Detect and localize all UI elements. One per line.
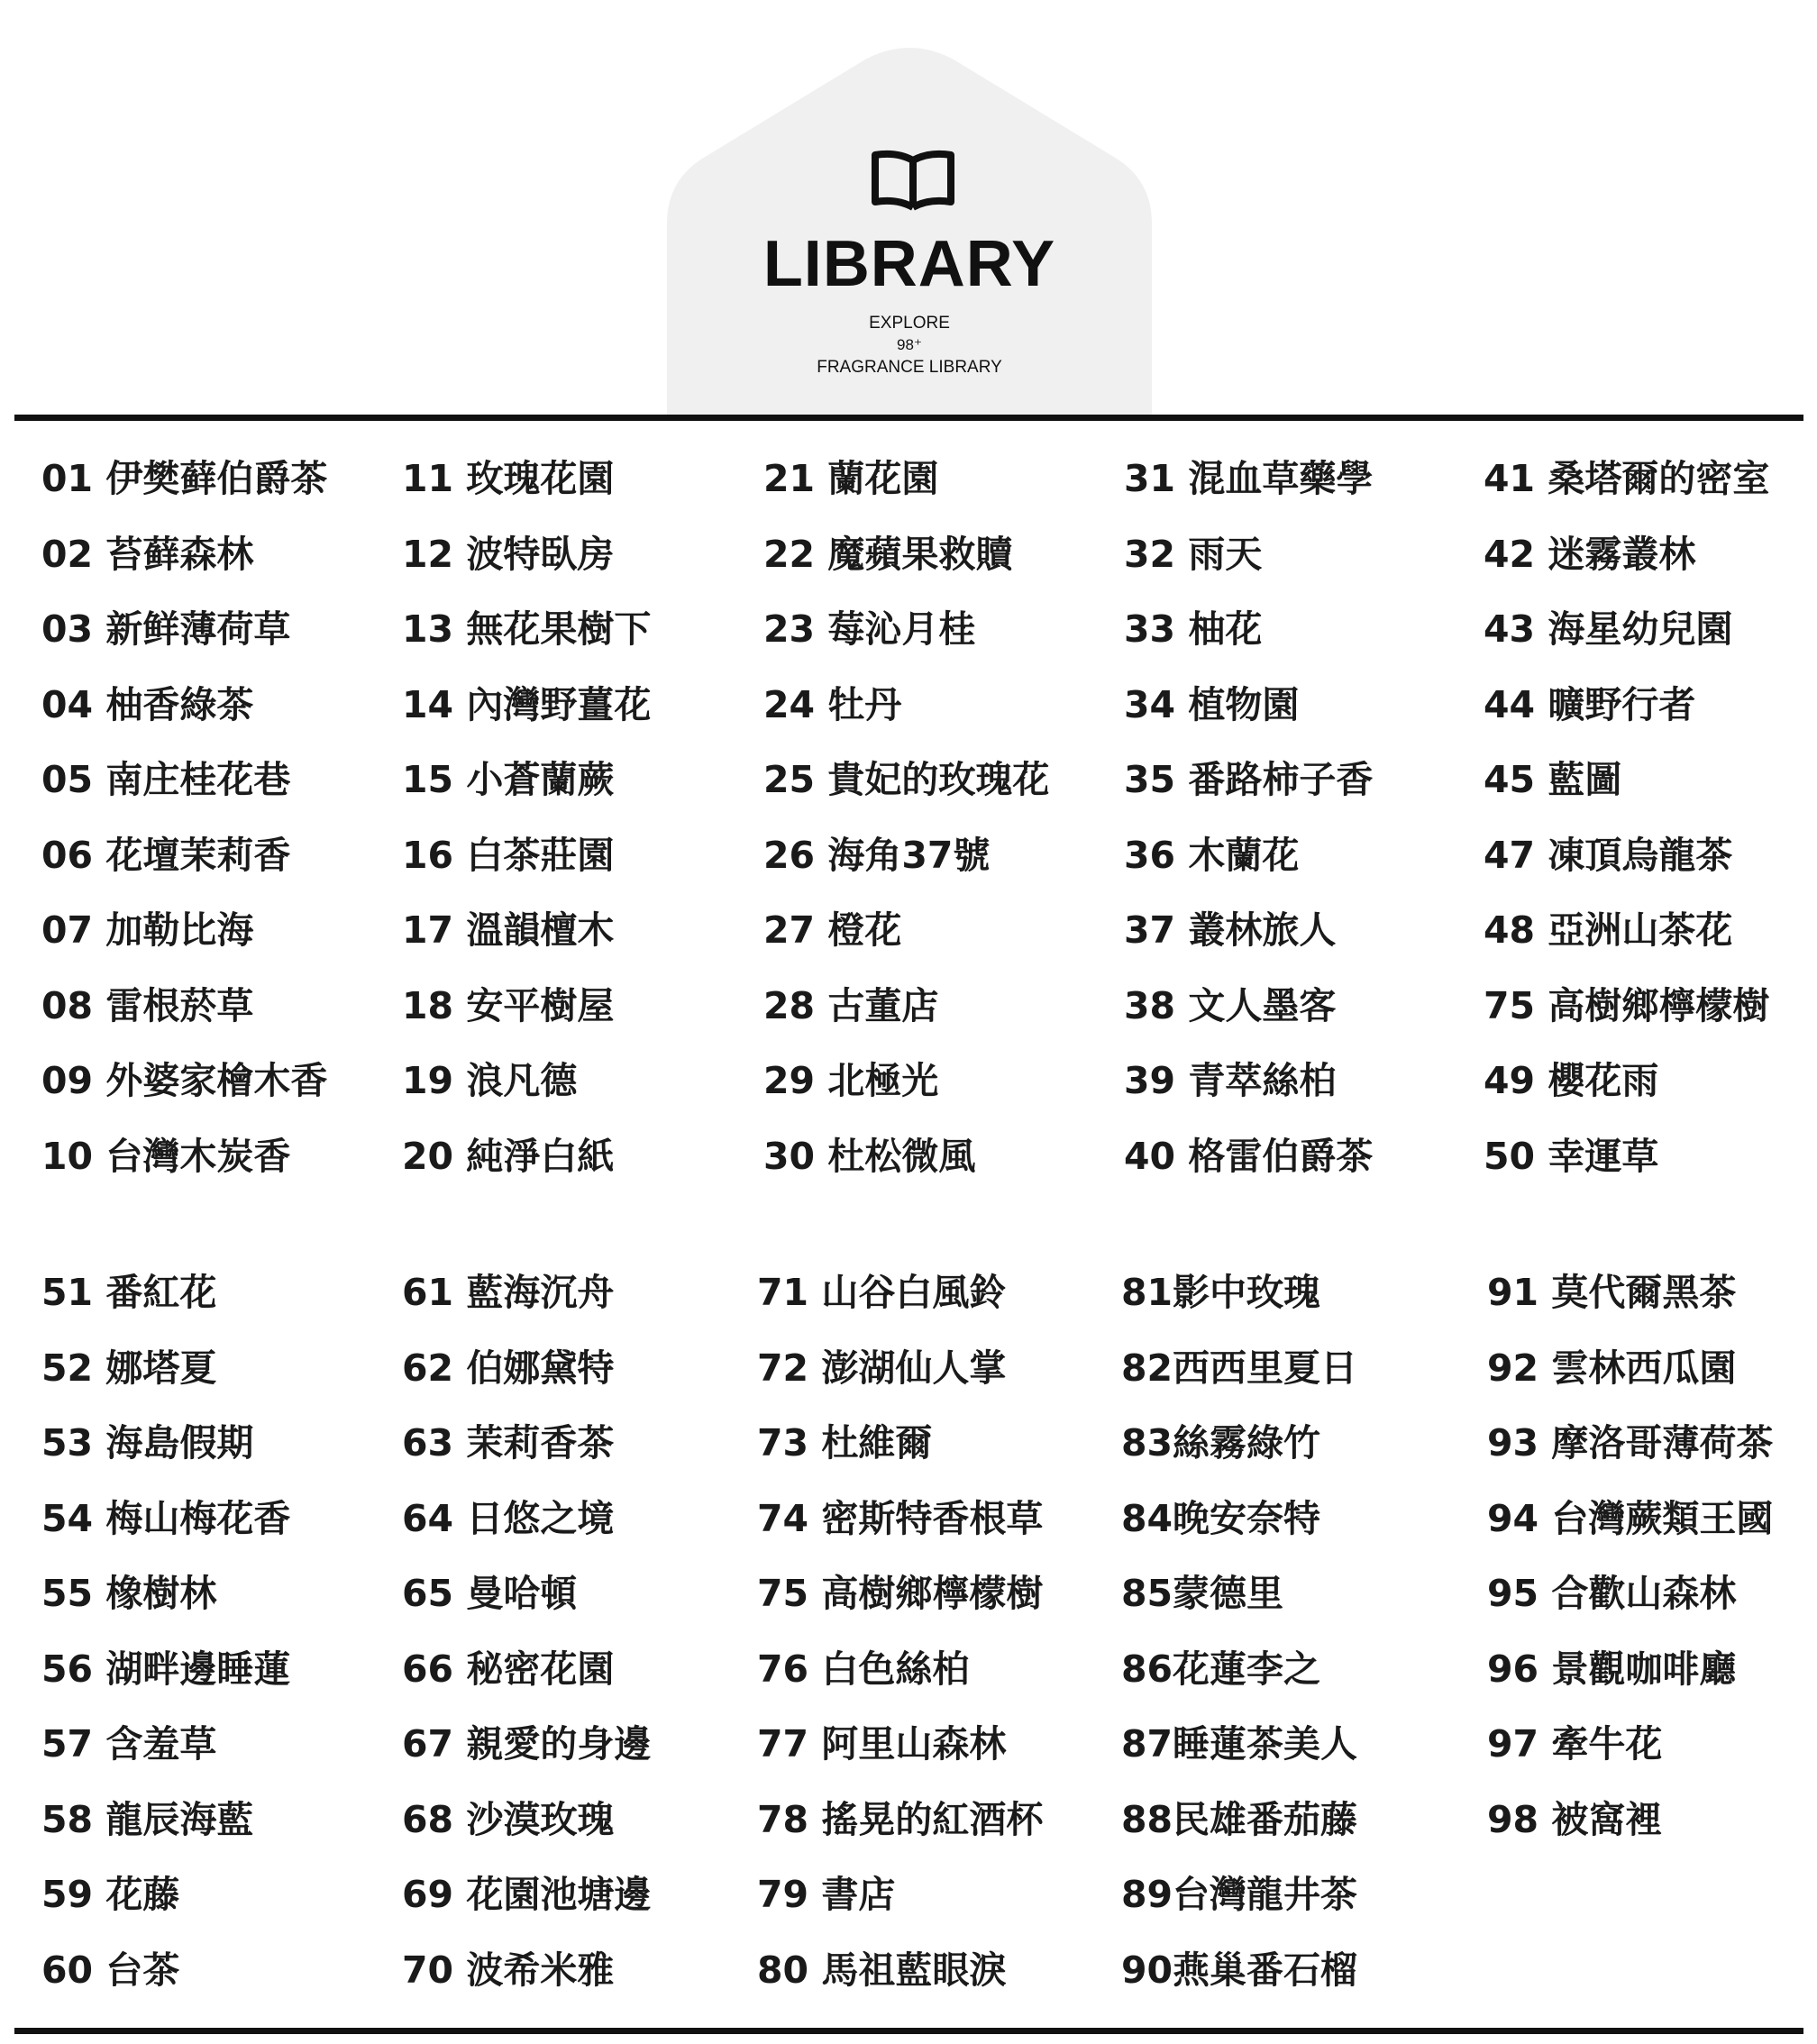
- fragrance-item: 98 被窩裡: [1487, 1797, 1663, 1841]
- fragrance-item: 95 合歡山森林: [1487, 1572, 1737, 1615]
- fragrance-item: 40 格雷伯爵茶: [1124, 1134, 1374, 1178]
- fragrance-item: 85蒙德里: [1121, 1572, 1284, 1615]
- fragrance-item: 49 櫻花雨: [1484, 1059, 1659, 1102]
- fragrance-item: 56 湖畔邊睡蓮: [41, 1647, 291, 1691]
- fragrance-column: [1484, 442, 1769, 1194]
- fragrance-item: 20 純淨白紙: [402, 1134, 615, 1178]
- top-divider: [14, 415, 1803, 421]
- fragrance-item: 89台灣龍井茶: [1121, 1873, 1358, 1916]
- fragrance-item: 76 白色絲柏: [757, 1647, 970, 1691]
- fragrance-item: 22 魔蘋果救贖: [763, 532, 1013, 576]
- fragrance-column: [1487, 1255, 1773, 1857]
- fragrance-item: 03 新鲜薄荷草: [41, 607, 291, 651]
- fragrance-item: 32 雨天: [1124, 532, 1263, 576]
- fragrance-item: 05 南庄桂花巷: [41, 758, 291, 801]
- fragrance-item: 16 白茶莊園: [402, 833, 615, 877]
- fragrance-item: 69 花園池塘邊: [402, 1873, 652, 1916]
- fragrance-item: 57 含羞草: [41, 1722, 217, 1766]
- fragrance-item: 74 密斯特香根草: [757, 1496, 1044, 1540]
- fragrance-item: 67 親愛的身邊: [402, 1722, 652, 1766]
- fragrance-item: 94 台灣蕨類王國: [1487, 1496, 1774, 1540]
- fragrance-item: 53 海島假期: [41, 1421, 254, 1465]
- fragrance-item: 77 阿里山森林: [757, 1722, 1007, 1766]
- fragrance-item: 54 梅山梅花香: [41, 1496, 291, 1540]
- fragrance-item: 84晚安奈特: [1121, 1496, 1321, 1540]
- fragrance-item: 23 莓沁月桂: [763, 607, 976, 651]
- fragrance-item: 25 貴妃的玫瑰花: [763, 758, 1050, 801]
- fragrance-column: [41, 442, 327, 1194]
- library-title: LIBRARY: [762, 228, 1056, 300]
- fragrance-item: 02 苔藓森林: [41, 532, 254, 576]
- fragrance-item: 87睡蓮茶美人: [1121, 1722, 1358, 1766]
- fragrance-item: 50 幸運草: [1484, 1134, 1659, 1178]
- fragrance-item: 90燕巢番石榴: [1121, 1948, 1358, 1992]
- fragrance-item: 86花蓮李之: [1121, 1647, 1321, 1691]
- fragrance-item: 51 番紅花: [41, 1271, 217, 1314]
- fragrance-item: 06 花壇茉莉香: [41, 833, 291, 877]
- fragrance-item: 17 溫韻檀木: [402, 908, 615, 952]
- count-text: 98⁺: [897, 336, 922, 353]
- fragrance-column: [757, 1255, 1043, 2008]
- fragrance-item: 12 波特臥房: [402, 532, 615, 576]
- fragrance-item: 26 海角37號: [763, 833, 991, 877]
- fragrance-item: 37 叢林旅人: [1124, 908, 1337, 952]
- fragrance-item: 61 藍海沉舟: [402, 1271, 615, 1314]
- fragrance-item: 36 木蘭花: [1124, 833, 1300, 877]
- fragrance-item: 63 茉莉香茶: [402, 1421, 615, 1465]
- fragrance-column: [402, 442, 651, 1194]
- fragrance-item: 39 青萃絲柏: [1124, 1059, 1337, 1102]
- fragrance-item: 52 娜塔夏: [41, 1346, 217, 1390]
- fragrance-item: 65 曼哈頓: [402, 1572, 578, 1615]
- fragrance-item: 42 迷霧叢林: [1484, 532, 1696, 576]
- fragrance-item: 70 波希米雅: [402, 1948, 615, 1992]
- fragrance-item: 55 橡樹林: [41, 1572, 217, 1615]
- fragrance-item: 81影中玫瑰: [1121, 1271, 1321, 1314]
- fragrance-item: 83絲霧綠竹: [1121, 1421, 1321, 1465]
- fragrance-item: 18 安平樹屋: [402, 983, 615, 1027]
- fragrance-item: 30 杜松微風: [763, 1134, 976, 1178]
- fragrance-item: 07 加勒比海: [41, 908, 254, 952]
- fragrance-item: 13 無花果樹下: [402, 607, 652, 651]
- fragrance-item: 93 摩洛哥薄荷茶: [1487, 1421, 1774, 1465]
- fragrance-item: 34 植物園: [1124, 682, 1300, 726]
- fragrance-item: 73 杜維爾: [757, 1421, 933, 1465]
- fragrance-item: 33 柚花: [1124, 607, 1263, 651]
- fragrance-column: [1124, 442, 1373, 1194]
- fragrance-item: 38 文人墨客: [1124, 983, 1337, 1027]
- fragrance-item: 79 書店: [757, 1873, 896, 1916]
- fragrance-library-text: FRAGRANCE LIBRARY: [817, 358, 1002, 377]
- fragrance-item: 88民雄番茄藤: [1121, 1797, 1358, 1841]
- fragrance-item: 75 高樹鄉檸檬樹: [757, 1572, 1044, 1615]
- fragrance-item: 78 搖晃的紅酒杯: [757, 1797, 1044, 1841]
- explore-text: EXPLORE: [869, 314, 950, 333]
- fragrance-item: 24 牡丹: [763, 682, 902, 726]
- fragrance-item: 92 雲林西瓜園: [1487, 1346, 1737, 1390]
- fragrance-item: 35 番路柿子香: [1124, 758, 1374, 801]
- fragrance-item: 31 混血草藥學: [1124, 457, 1374, 500]
- fragrance-item: 97 牽牛花: [1487, 1722, 1663, 1766]
- fragrance-item: 27 橙花: [763, 908, 902, 952]
- fragrance-item: 66 秘密花園: [402, 1647, 615, 1691]
- fragrance-column: [763, 442, 1049, 1194]
- fragrance-item: 14 內灣野薑花: [402, 682, 652, 726]
- bottom-divider: [14, 2028, 1803, 2034]
- fragrance-item: 28 古董店: [763, 983, 939, 1027]
- open-book-icon: [868, 148, 958, 213]
- fragrance-item: 04 柚香綠茶: [41, 682, 254, 726]
- fragrance-item: 11 玫瑰花園: [402, 457, 615, 500]
- fragrance-column: [1121, 1255, 1357, 2008]
- fragrance-item: 80 馬祖藍眼淚: [757, 1948, 1007, 1992]
- fragrance-item: 96 景觀咖啡廳: [1487, 1647, 1737, 1691]
- fragrance-item: 75 高樹鄉檸檬樹: [1484, 983, 1770, 1027]
- fragrance-item: 15 小蒼蘭蕨: [402, 758, 615, 801]
- fragrance-item: 62 伯娜黛特: [402, 1346, 615, 1390]
- fragrance-item: 21 蘭花園: [763, 457, 939, 500]
- fragrance-column: [41, 1255, 290, 2008]
- fragrance-item: 08 雷根菸草: [41, 983, 254, 1027]
- fragrance-item: 82西西里夏日: [1121, 1346, 1358, 1390]
- fragrance-item: 45 藍圖: [1484, 758, 1622, 801]
- fragrance-item: 68 沙漠玫瑰: [402, 1797, 615, 1841]
- fragrance-item: 47 凍頂烏龍茶: [1484, 833, 1733, 877]
- fragrance-item: 91 莫代爾黑茶: [1487, 1271, 1737, 1314]
- fragrance-item: 29 北極光: [763, 1059, 939, 1102]
- fragrance-item: 19 浪凡德: [402, 1059, 578, 1102]
- fragrance-item: 10 台灣木炭香: [41, 1134, 291, 1178]
- fragrance-item: 72 澎湖仙人掌: [757, 1346, 1007, 1390]
- fragrance-item: 43 海星幼兒園: [1484, 607, 1733, 651]
- fragrance-item: 58 龍辰海藍: [41, 1797, 254, 1841]
- fragrance-item: 01 伊樊藓伯爵茶: [41, 457, 328, 500]
- fragrance-item: 09 外婆家檜木香: [41, 1059, 328, 1102]
- fragrance-item: 48 亞洲山茶花: [1484, 908, 1733, 952]
- fragrance-item: 41 桑塔爾的密室: [1484, 457, 1770, 500]
- fragrance-item: 64 日悠之境: [402, 1496, 615, 1540]
- fragrance-item: 44 曠野行者: [1484, 682, 1696, 726]
- library-badge: [667, 43, 1152, 417]
- fragrance-item: 60 台茶: [41, 1948, 180, 1992]
- fragrance-item: 59 花藤: [41, 1873, 180, 1916]
- fragrance-item: 71 山谷白風鈴: [757, 1271, 1007, 1314]
- fragrance-column: [402, 1255, 651, 2008]
